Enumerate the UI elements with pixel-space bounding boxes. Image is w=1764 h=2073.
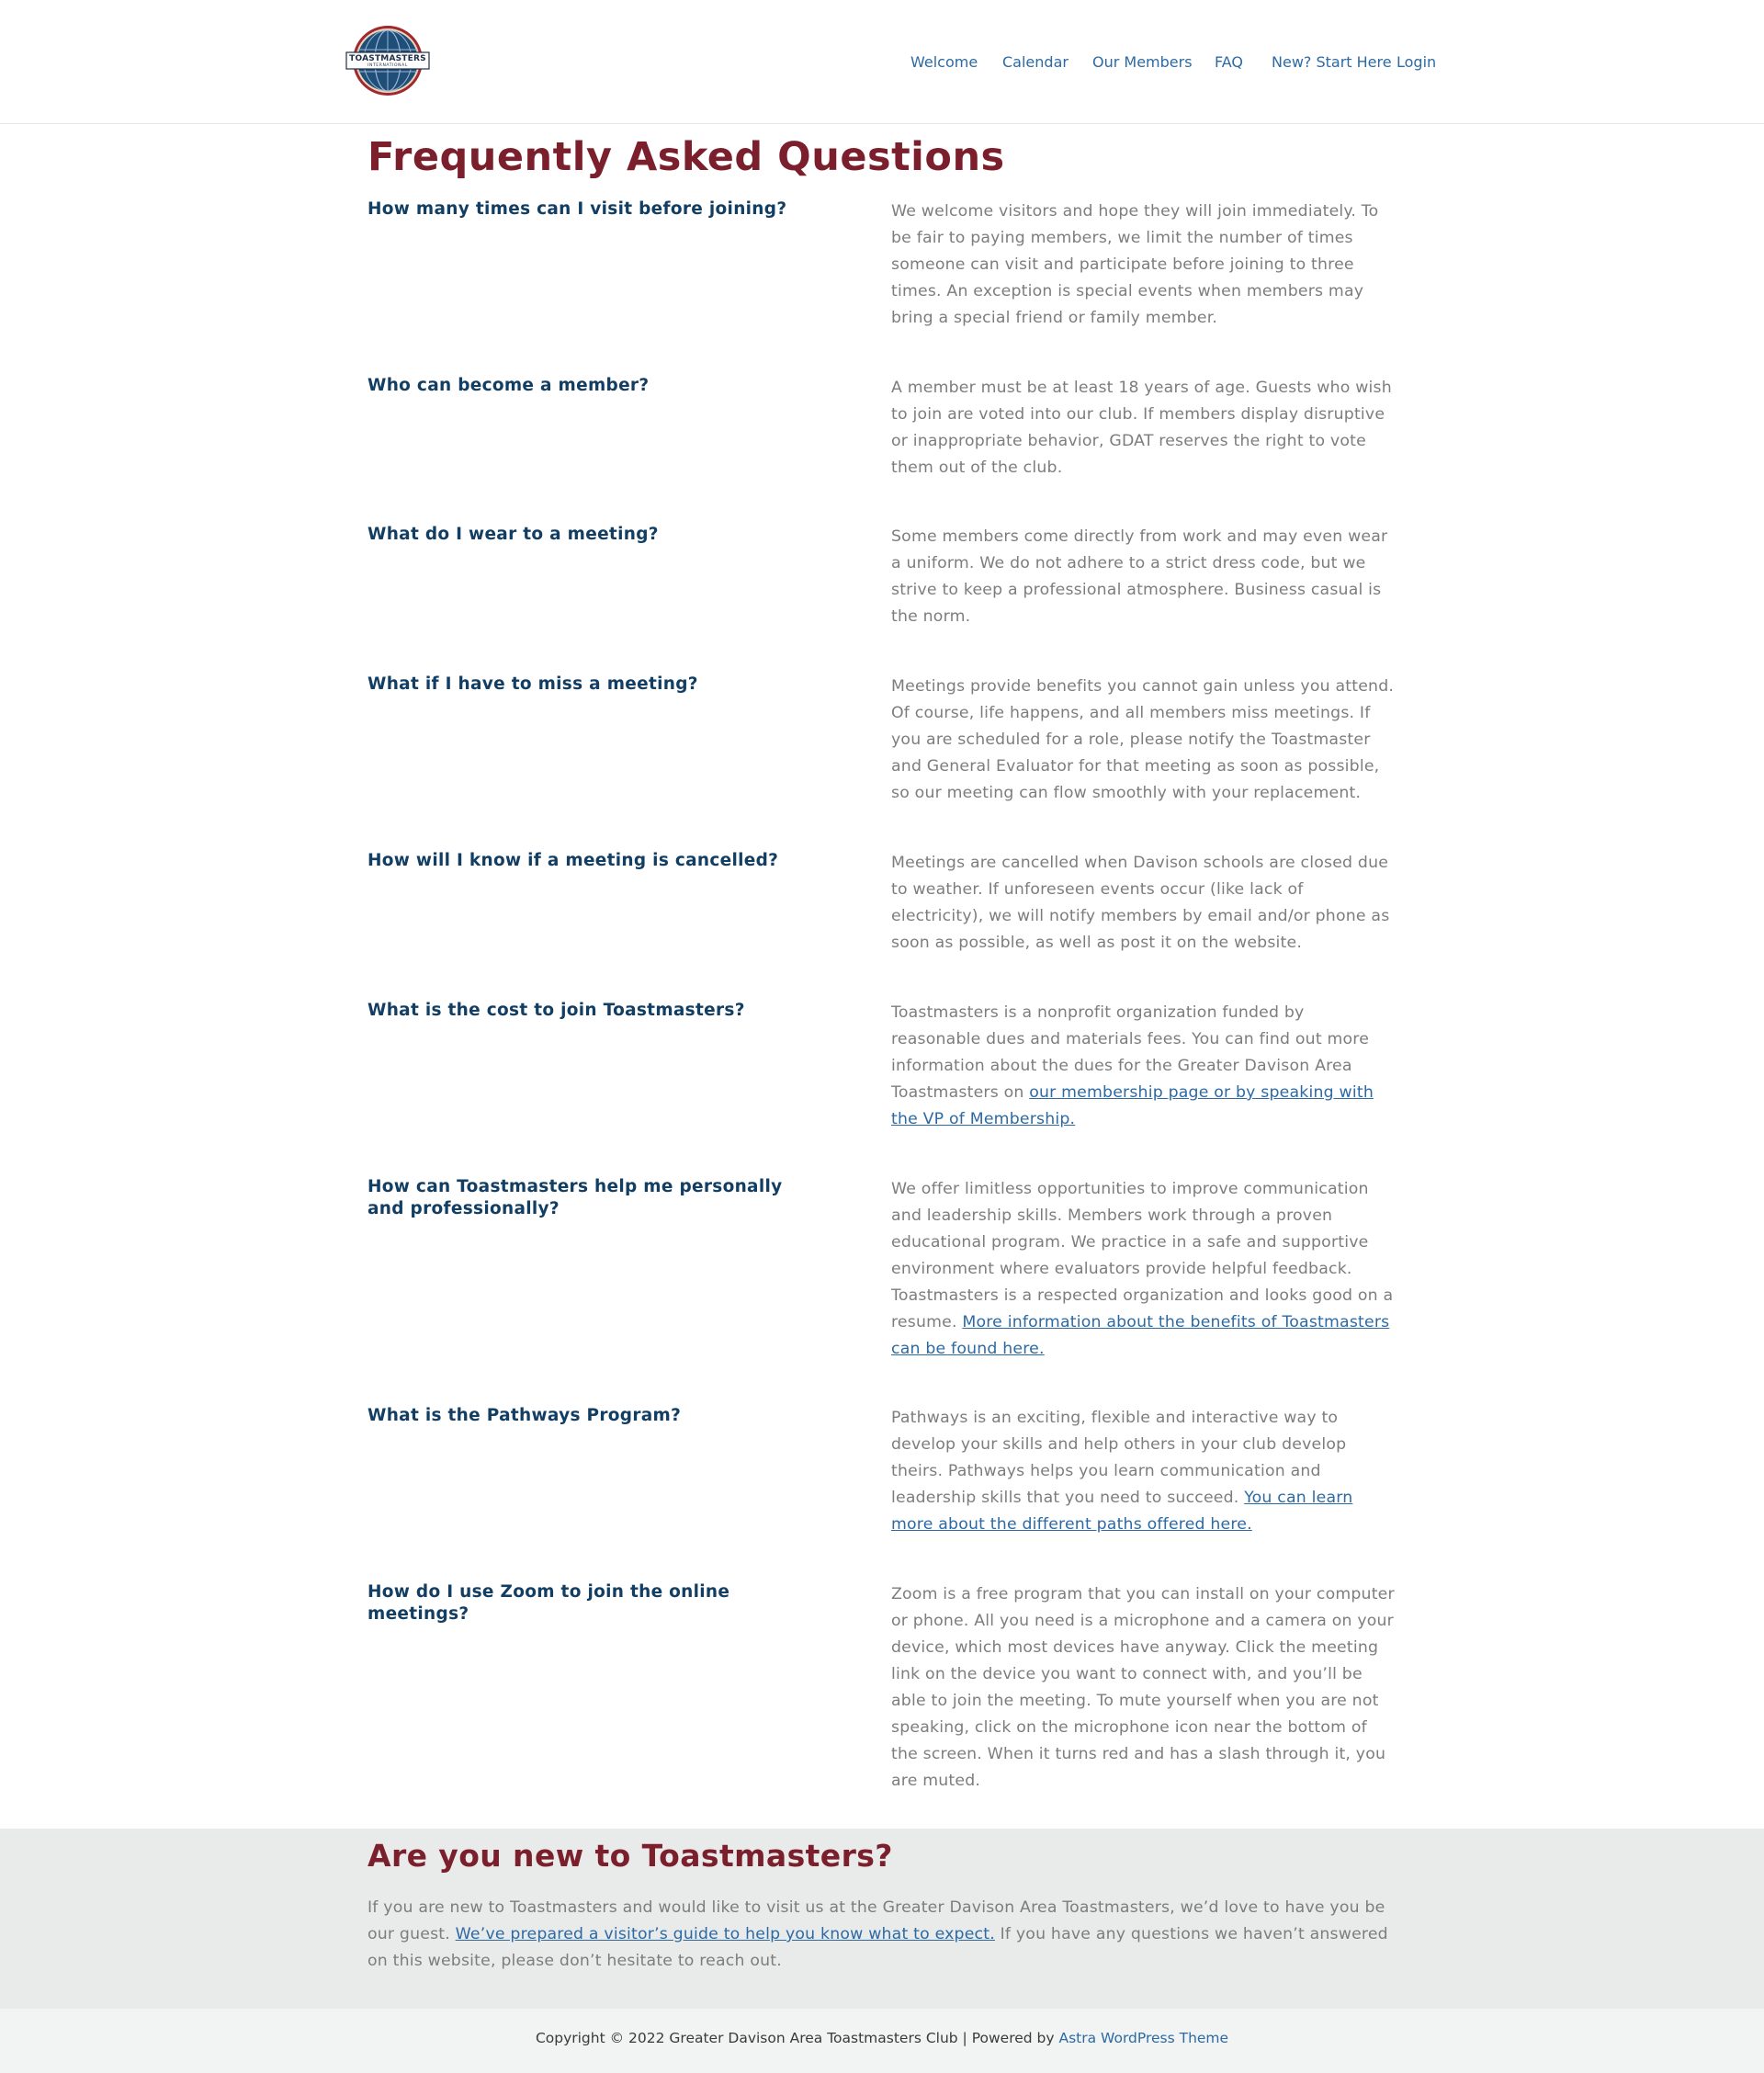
faq-answer: Pathways is an exciting, flexible and interactive way to develop your skills and help others in your club develop theirs. Pathways helps you learn communication and leadership skills that you need to succeed. You can learn more about the different paths offered here.	[891, 1409, 1353, 1534]
nav-new-start-here[interactable]: New? Start Here	[1272, 53, 1392, 71]
faq-answer: Toastmasters is a nonprofit organization funded by reasonable dues and materials fees. You can find out more information about the dues for the Greater Davison Area Toastmasters on our membership page or by speaking with the VP of Membership.	[891, 1003, 1374, 1128]
faq-question: How many times can I visit before joining?	[368, 199, 787, 219]
faq-question: What if I have to miss a meeting?	[368, 674, 698, 694]
new-section-title: Are you new to Toastmasters?	[368, 1838, 893, 1874]
nav-calendar[interactable]: Calendar	[1002, 53, 1069, 71]
faq-answer: A member must be at least 18 years of age. Guests who wish to join are voted into our club. If members display disruptive or inappropriate behavior, GDAT reserves the right to vote them out of the club.	[891, 379, 1392, 477]
logo-text: TOASTMASTERS	[349, 54, 426, 63]
nav-our-members[interactable]: Our Members	[1092, 53, 1193, 71]
faq-answer: Meetings provide benefits you cannot gain unless you attend. Of course, life happens, and all members miss meetings. If you are scheduled for a role, please notify the Toastmaster and General Evaluator for that meeting as soon as possible, so our meeting can flow smoothly with your replacement.	[891, 677, 1395, 802]
benefits-link[interactable]: More information about the benefits of Toastmasters can be found here.	[891, 1313, 1390, 1358]
faq-answer: Meetings are cancelled when Davison schools are closed due to weather. If unforeseen events occur (like lack of electricity), we will notify members by email and/or phone as soon as possible, as well as post it on the website.	[891, 854, 1390, 952]
faq-question: What do I wear to a meeting?	[368, 525, 659, 544]
main-nav	[0, 51, 1764, 74]
faq-question: What is the cost to join Toastmasters?	[368, 1001, 745, 1020]
astra-theme-link[interactable]: Astra WordPress Theme	[1058, 2030, 1229, 2046]
nav-login[interactable]: Login	[1396, 53, 1437, 71]
page-title: Frequently Asked Questions	[368, 134, 1005, 180]
faq-answer: Some members come directly from work and may even wear a uniform. We do not adhere to a strict dress code, but we strive to keep a professional atmosphere. Business casual is the norm.	[891, 527, 1388, 626]
faq-answer: Zoom is a free program that you can install on your computer or phone. All you need is a microphone and a camera on your device, which most devices have anyway. Click the meeting link on the device you want to connect with, and you’ll be able to join the meeting. To mute yourself when you are not speaking, click on the microphone icon near the bottom of the screen. When it turns red and has a slash through it, you are muted.	[891, 1585, 1395, 1790]
faq-question: How will I know if a meeting is cancelled?	[368, 851, 779, 870]
site-footer	[0, 2009, 1764, 2073]
membership-page-link[interactable]: our membership page or by speaking with the VP of Membership.	[891, 1083, 1374, 1128]
pathways-link[interactable]: You can learn more about the different paths offered here.	[891, 1489, 1353, 1534]
faq-question: How do I use Zoom to join the online meetings?	[368, 1582, 730, 1624]
visitor-guide-link[interactable]: We’ve prepared a visitor’s guide to help you know what to expect.	[455, 1925, 995, 1943]
faq-answer: We welcome visitors and hope they will join immediately. To be fair to paying members, we limit the number of times someone can visit and participate before joining to three times. An exception is special events when members may bring a special friend or family member.	[891, 202, 1379, 327]
faq-question: How can Toastmasters help me personally and professionally?	[368, 1177, 783, 1218]
nav-faq[interactable]: FAQ	[1215, 53, 1243, 71]
site-header	[0, 0, 1764, 124]
faq-question: Who can become a member?	[368, 376, 650, 395]
new-to-toastmasters-section	[0, 1829, 1764, 2009]
logo-subtext: INTERNATIONAL	[368, 63, 408, 68]
copyright-text: Copyright © 2022 Greater Davison Area Toastmasters Club | Powered by Astra WordPress Theme	[535, 2030, 1229, 2046]
faq-answer: We offer limitless opportunities to improve communication and leadership skills. Members work through a proven educational program. We practice in a safe and supportive environment where evaluators provide helpful feedback. Toastmasters is a respected organization and looks good on a resume. More information about the benefits of Toastmasters can be found here.	[891, 1180, 1394, 1358]
new-section-text: If you are new to Toastmasters and would like to visit us at the Greater Davison Area Toastmasters, we’d love to have you be our guest. We’ve prepared a visitor’s guide to help you know what to expect. If you have any questions we haven’t answered on this website, please don’t hesitate to reach out.	[368, 1898, 1388, 1970]
faq-question: What is the Pathways Program?	[368, 1406, 682, 1425]
nav-welcome[interactable]: Welcome	[910, 53, 978, 71]
